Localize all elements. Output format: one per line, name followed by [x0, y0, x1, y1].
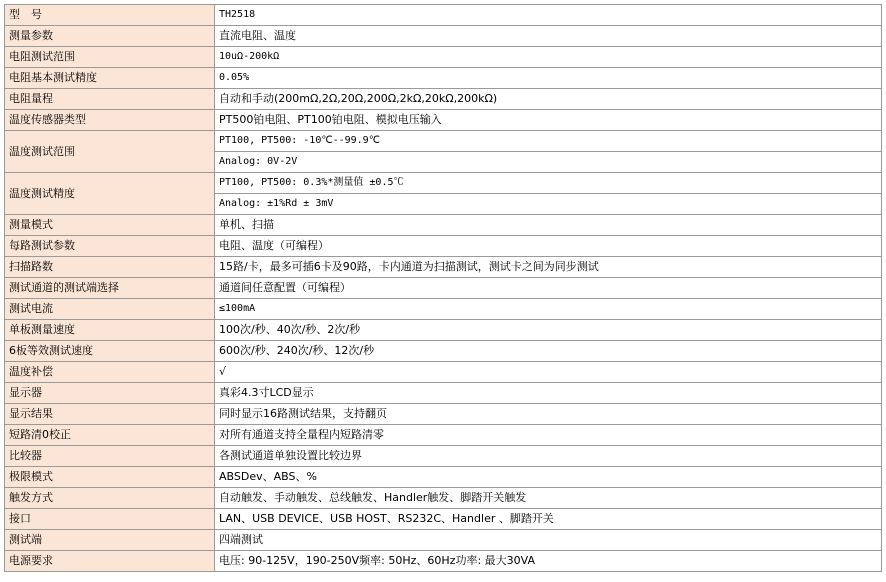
row-label-limit-mode: 极限模式	[5, 467, 215, 488]
table-row	[5, 404, 882, 425]
table-row	[5, 425, 882, 446]
row-value-model: TH2518	[215, 5, 882, 26]
row-value-comparator: 各测试通道单独设置比较边界	[215, 446, 882, 467]
row-value-short-zero: 对所有通道支持全量程内短路清零	[215, 425, 882, 446]
row-value-resistance-accuracy: 0.05%	[215, 68, 882, 89]
row-label-test-terminal: 测试端	[5, 530, 215, 551]
row-label-temp-range: 温度测试范围	[5, 131, 215, 173]
table-row	[5, 26, 882, 47]
table-row	[5, 68, 882, 89]
table-row	[5, 299, 882, 320]
table-row	[5, 488, 882, 509]
row-label-terminal-select: 测试通道的测试端选择	[5, 278, 215, 299]
row-label-display: 显示器	[5, 383, 215, 404]
spec-table	[4, 4, 882, 572]
row-label-interface: 接口	[5, 509, 215, 530]
row-value-test-current: ≤100mA	[215, 299, 882, 320]
row-label-power: 电源要求	[5, 551, 215, 572]
table-row	[5, 47, 882, 68]
table-row	[5, 110, 882, 131]
table-row	[5, 383, 882, 404]
row-value-temp-range-analog: Analog: 0V-2V	[215, 152, 882, 173]
table-row	[5, 257, 882, 278]
row-value-test-terminal: 四端测试	[215, 530, 882, 551]
table-row	[5, 89, 882, 110]
table-row	[5, 215, 882, 236]
row-label-single-board-speed: 单板测量速度	[5, 320, 215, 341]
row-value-temp-sensor: PT500铂电阻、PT100铂电阻、模拟电压输入	[215, 110, 882, 131]
row-label-resistance-scale: 电阻量程	[5, 89, 215, 110]
row-value-measure-mode: 单机、扫描	[215, 215, 882, 236]
row-label-trigger-mode: 触发方式	[5, 488, 215, 509]
row-value-temp-compensation: √	[215, 362, 882, 383]
row-label-test-current: 测试电流	[5, 299, 215, 320]
row-value-resistance-range: 10uΩ-200kΩ	[215, 47, 882, 68]
row-value-limit-mode: ABSDev、ABS、%	[215, 467, 882, 488]
row-label-model: 型 号	[5, 5, 215, 26]
row-label-channel-params: 每路测试参数	[5, 236, 215, 257]
row-label-resistance-accuracy: 电阻基本测试精度	[5, 68, 215, 89]
row-value-resistance-scale: 自动和手动(200mΩ,2Ω,20Ω,200Ω,2kΩ,20kΩ,200kΩ)	[215, 89, 882, 110]
row-label-temp-sensor: 温度传感器类型	[5, 110, 215, 131]
table-row	[5, 362, 882, 383]
row-value-channel-params: 电阻、温度（可编程）	[215, 236, 882, 257]
table-row	[5, 278, 882, 299]
table-row	[5, 467, 882, 488]
table-row	[5, 551, 882, 572]
table-row	[5, 341, 882, 362]
table-row	[5, 530, 882, 551]
row-label-resistance-range: 电阻测试范围	[5, 47, 215, 68]
table-row	[5, 236, 882, 257]
row-value-display-results: 同时显示16路测试结果，支持翻页	[215, 404, 882, 425]
table-row	[5, 509, 882, 530]
row-value-single-board-speed: 100次/秒、40次/秒、2次/秒	[215, 320, 882, 341]
table-row	[5, 131, 882, 152]
row-value-temp-accuracy-pt: PT100, PT500: 0.3%*测量值 ±0.5℃	[215, 173, 882, 194]
row-label-temp-accuracy: 温度测试精度	[5, 173, 215, 215]
table-row	[5, 320, 882, 341]
row-value-scan-channels: 15路/卡，最多可插6卡及90路，卡内通道为扫描测试，测试卡之间为同步测试	[215, 257, 882, 278]
row-value-power: 电压: 90-125V，190-250V频率: 50Hz、60Hz功率: 最大30VA	[215, 551, 882, 572]
row-value-trigger-mode: 自动触发、手动触发、总线触发、Handler触发、脚踏开关触发	[215, 488, 882, 509]
row-label-temp-compensation: 温度补偿	[5, 362, 215, 383]
table-row	[5, 173, 882, 194]
table-row	[5, 446, 882, 467]
row-value-six-board-speed: 600次/秒、240次/秒、12次/秒	[215, 341, 882, 362]
row-value-display: 真彩4.3寸LCD显示	[215, 383, 882, 404]
row-value-measure-params: 直流电阻、温度	[215, 26, 882, 47]
row-label-comparator: 比较器	[5, 446, 215, 467]
row-label-short-zero: 短路清0校正	[5, 425, 215, 446]
row-value-terminal-select: 通道间任意配置（可编程）	[215, 278, 882, 299]
row-value-temp-accuracy-analog: Analog: ±1%Rd ± 3mV	[215, 194, 882, 215]
row-label-measure-mode: 测量模式	[5, 215, 215, 236]
row-label-scan-channels: 扫描路数	[5, 257, 215, 278]
row-value-interface: LAN、USB DEVICE、USB HOST、RS232C、Handler 、脚踏开关	[215, 509, 882, 530]
row-label-measure-params: 测量参数	[5, 26, 215, 47]
row-value-temp-range-pt: PT100, PT500: -10℃--99.9℃	[215, 131, 882, 152]
row-label-display-results: 显示结果	[5, 404, 215, 425]
row-label-six-board-speed: 6板等效测试速度	[5, 341, 215, 362]
table-row	[5, 5, 882, 26]
